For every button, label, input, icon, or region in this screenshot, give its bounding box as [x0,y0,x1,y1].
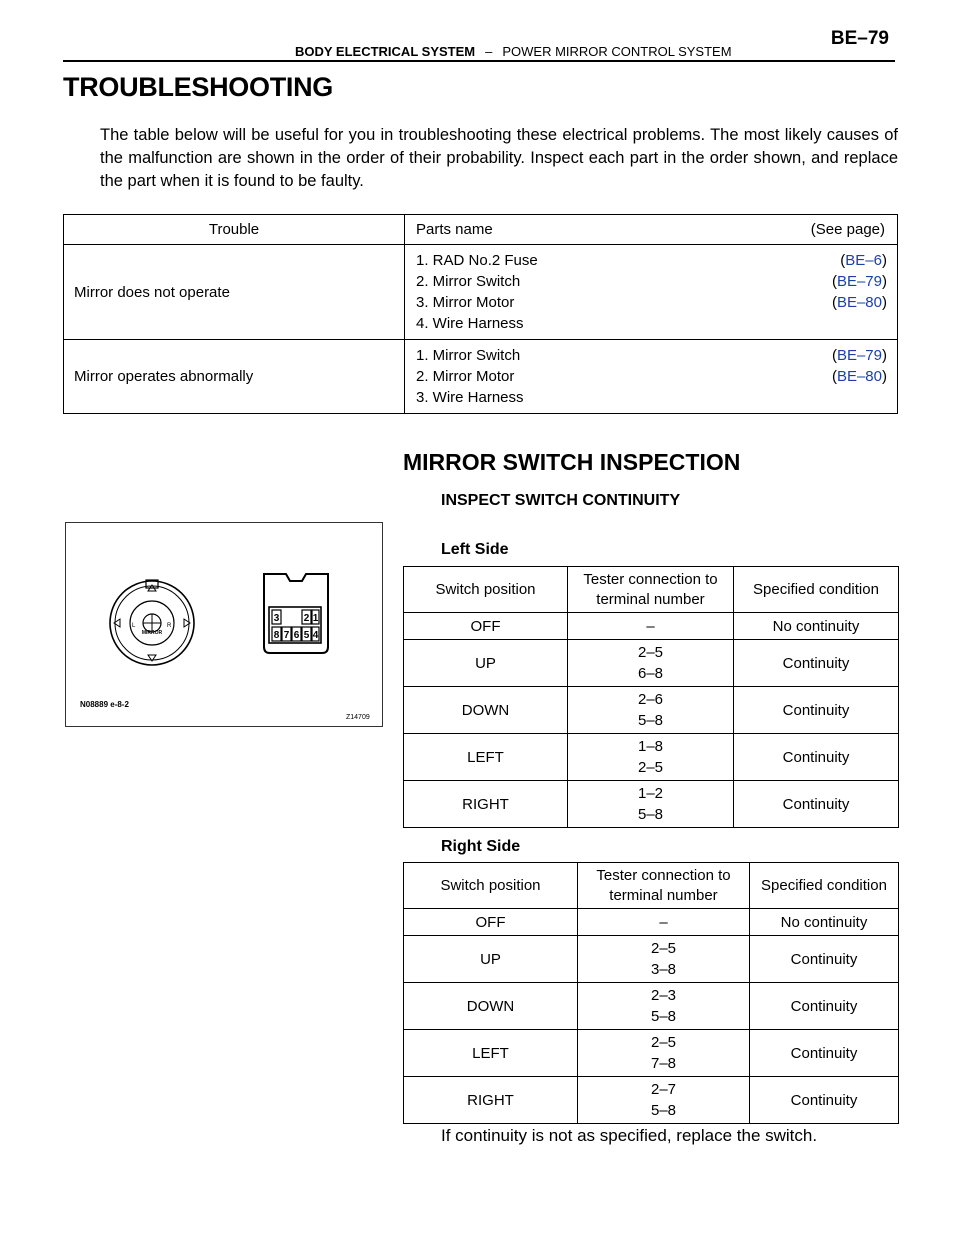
table-header-row [64,215,898,245]
table-row [404,613,899,640]
terminal-pair: 3–8 [650,961,677,978]
tester-header-line: Tester connection to [583,570,718,588]
troubleshooting-title: TROUBLESHOOTING [63,72,333,102]
terminal-pair: 2–3 [650,987,677,1004]
part-name: 3. Mirror Motor [416,294,515,311]
parts-header [405,215,898,245]
terminal-label: 1 [312,613,319,624]
right-side-label: Right Side [441,838,521,855]
page-link[interactable]: BE–80 [836,368,882,385]
table-row [64,340,898,414]
table-row [64,245,898,340]
terminal-pair: 5–8 [650,1102,677,1119]
part-item [416,313,887,334]
page-link[interactable]: BE–80 [836,294,882,311]
terminal-label: 8 [273,630,280,641]
terminal-pair: 2–5 [637,759,664,776]
switch-mark-left: L [132,623,136,629]
tester-connection [578,983,750,1030]
specified-condition-header: Specified condition [750,863,899,909]
part-name: 4. Wire Harness [416,315,524,332]
header-breadcrumb [295,44,732,59]
header-separator: – [485,44,493,59]
figure-ref-right: Z14709 [346,714,370,721]
switch-position: RIGHT [404,1077,578,1124]
inspection-title: MIRROR SWITCH INSPECTION [403,449,741,475]
switch-position: UP [404,936,578,983]
parts-name-header: Parts name [416,221,493,238]
switch-mark-right: R [167,623,172,629]
tester-connection [568,781,734,828]
tester-connection: – [568,613,734,640]
table-row [404,983,899,1030]
tester-connection [568,640,734,687]
tester-header-line: Tester connection to [596,866,731,884]
terminal-pair: 2–6 [637,691,664,708]
paren: ( [831,347,837,364]
troubleshooting-table [63,214,898,414]
table-row [404,1077,899,1124]
specified-condition: Continuity [750,1030,899,1077]
terminal-pair: 1–8 [637,738,664,755]
table-row [404,1030,899,1077]
trouble-header: Trouble [64,215,405,245]
specified-condition: Continuity [750,983,899,1030]
specified-condition: Continuity [750,936,899,983]
left-side-label: Left Side [441,541,509,558]
terminal-pair: 1–2 [637,785,664,802]
header-subsection: POWER MIRROR CONTROL SYSTEM [502,44,732,59]
left-side-table [403,566,899,828]
part-name: 1. Mirror Switch [416,347,521,364]
switch-position: UP [404,640,568,687]
tester-connection [568,687,734,734]
paren: ( [831,294,837,311]
table-header-row [404,863,899,909]
switch-knob-illustration [110,580,194,665]
tester-connection [578,936,750,983]
part-name: 2. Mirror Motor [416,368,515,385]
part-name: 1. RAD No.2 Fuse [416,252,538,269]
terminal-pair: 5–8 [637,712,664,729]
tester-header-line: terminal number [596,590,705,608]
page-header [63,28,895,62]
figure-ref-left: N08889 e-8-2 [80,700,129,709]
part-item [416,345,887,366]
switch-position: DOWN [404,983,578,1030]
right-side-table [403,862,899,1124]
trouble-cell: Mirror operates abnormally [64,340,405,414]
paren: ( [831,273,837,290]
switch-position: RIGHT [404,781,568,828]
terminal-pair: 2–5 [650,940,677,957]
specified-condition: Continuity [734,687,899,734]
tester-connection-header [578,863,750,909]
tester-connection [578,1030,750,1077]
inspection-step: INSPECT SWITCH CONTINUITY [441,492,681,509]
terminal-pair: 6–8 [637,665,664,682]
terminal-pair: 7–8 [650,1055,677,1072]
specified-condition-header: Specified condition [734,567,899,613]
table-row [404,936,899,983]
switch-diagram-drawing [66,523,381,725]
table-row [404,687,899,734]
page-link[interactable]: BE–79 [836,273,882,290]
switch-label: MIRROR [141,630,163,636]
paren: ) [882,273,887,290]
specified-condition: Continuity [734,781,899,828]
page-number: BE–79 [830,28,889,49]
tester-connection [578,1077,750,1124]
switch-position: OFF [404,613,568,640]
trouble-cell: Mirror does not operate [64,245,405,340]
parts-cell [405,245,898,340]
terminal-pair: 5–8 [650,1008,677,1025]
paren: ) [882,368,887,385]
switch-position-header: Switch position [404,567,568,613]
specified-condition: Continuity [734,640,899,687]
table-row [404,734,899,781]
parts-cell [405,340,898,414]
terminal-pair: 5–8 [637,806,664,823]
terminal-pair: 2–7 [650,1081,677,1098]
see-page-header: (See page) [810,221,885,238]
switch-position: OFF [404,909,578,936]
part-name: 2. Mirror Switch [416,273,521,290]
switch-position-header: Switch position [404,863,578,909]
switch-position: DOWN [404,687,568,734]
switch-position: LEFT [404,1030,578,1077]
troubleshooting-intro: The table below will be useful for you in troubleshooting these electrical problems. The most likely causes of the malfunction are shown in the order of their probability. Inspect each part in the order shown, and replace the part when it is found to be faulty. [100,126,898,190]
paren: ( [831,368,837,385]
page-link[interactable]: BE–6 [845,252,882,269]
part-item [416,366,887,387]
terminal-pair: 2–5 [637,644,664,661]
switch-position: LEFT [404,734,568,781]
table-row [404,781,899,828]
part-item [416,271,887,292]
specified-condition: Continuity [734,734,899,781]
specified-condition: Continuity [750,1077,899,1124]
terminal-pair: 2–5 [650,1034,677,1051]
switch-diagram [65,522,383,727]
tester-connection: – [578,909,750,936]
footer-note: If continuity is not as specified, replace the switch. [441,1126,818,1145]
tester-header-line: terminal number [609,886,718,904]
terminal-label: 2 [303,613,310,624]
page-link[interactable]: BE–79 [836,347,882,364]
terminal-label: 3 [273,613,280,624]
paren: ( [840,252,846,269]
part-item [416,387,887,408]
table-row [404,640,899,687]
table-header-row [404,567,899,613]
specified-condition: No continuity [750,909,899,936]
part-item [416,292,887,313]
paren: ) [882,252,887,269]
table-row [404,909,899,936]
terminal-label: 4 [312,630,319,641]
paren: ) [882,347,887,364]
terminal-label: 7 [283,630,290,641]
paren: ) [882,294,887,311]
part-item [416,250,887,271]
terminal-label: 6 [293,630,300,641]
part-name: 3. Wire Harness [416,389,524,406]
terminal-label: 5 [303,630,310,641]
tester-connection [568,734,734,781]
header-section: BODY ELECTRICAL SYSTEM [295,44,476,59]
specified-condition: No continuity [734,613,899,640]
tester-connection-header [568,567,734,613]
